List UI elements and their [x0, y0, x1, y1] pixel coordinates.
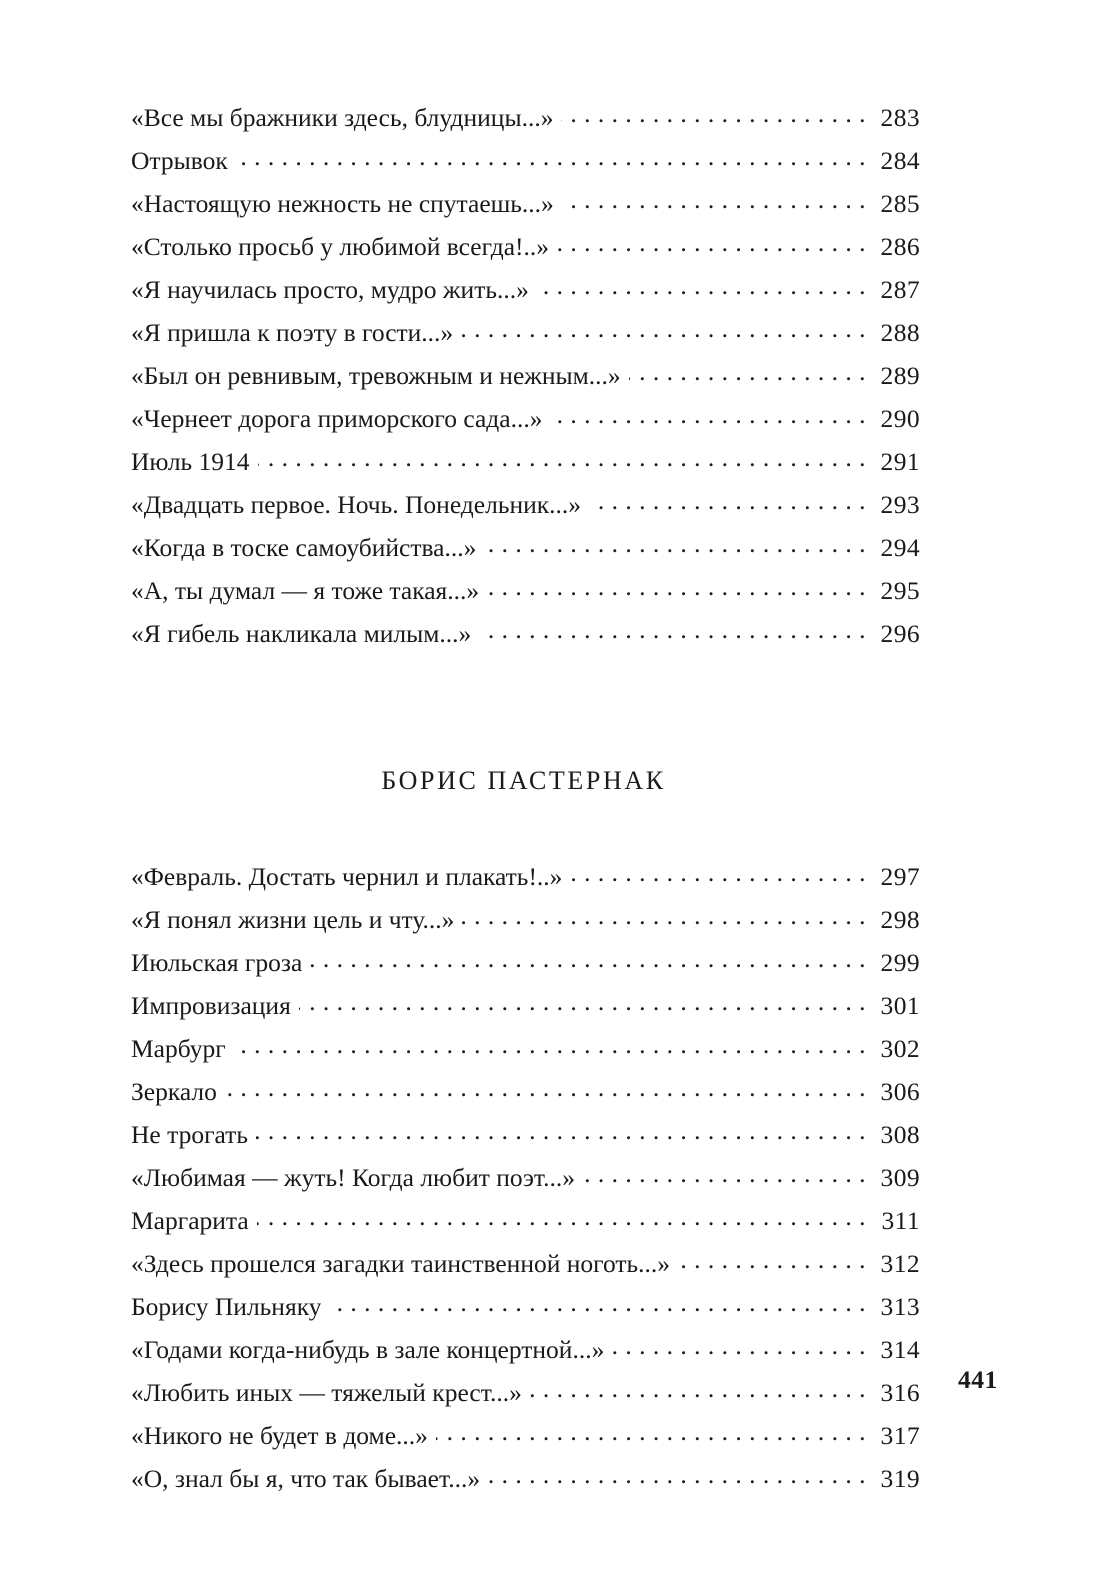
- toc-entry-page-number: 299: [880, 948, 920, 977]
- toc-entry-title: Марбург: [131, 1034, 226, 1063]
- dot-leader: [562, 187, 866, 213]
- toc-entry-page-number: 314: [880, 1335, 920, 1364]
- toc-entry[interactable]: [131, 569, 920, 612]
- toc-entry-page-number: 286: [880, 232, 920, 261]
- toc-entry-page-number: 296: [880, 619, 920, 648]
- dot-leader: [561, 101, 866, 127]
- toc-entry[interactable]: [131, 440, 920, 483]
- dot-leader: [479, 617, 866, 643]
- toc-entry-page-number: 294: [880, 533, 920, 562]
- dot-leader: [461, 316, 866, 342]
- dot-leader: [236, 144, 866, 170]
- toc-entry-page-number: 289: [880, 361, 920, 390]
- dot-leader: [678, 1247, 866, 1273]
- toc-entry-title: «О, знал бы я, что так бывает...»: [131, 1464, 481, 1493]
- dot-leader: [570, 860, 866, 886]
- toc-entry[interactable]: [131, 941, 920, 984]
- toc-entry[interactable]: [131, 96, 920, 139]
- dot-leader: [550, 402, 866, 428]
- dot-leader: [310, 946, 866, 972]
- heading-spacer: [131, 722, 920, 766]
- page-folio: 441: [958, 1365, 998, 1394]
- toc-entry-title: «Февраль. Достать чернил и плакать!..»: [131, 862, 563, 891]
- toc-entry[interactable]: [131, 311, 920, 354]
- toc-entry[interactable]: [131, 1328, 920, 1371]
- toc-entry-title: Борису Пильняку: [131, 1292, 322, 1321]
- toc-entry-title: «Любить иных — тяжелый крест...»: [131, 1378, 522, 1407]
- toc-entry[interactable]: [131, 354, 920, 397]
- toc-entry-title: «Здесь прошелся загадки таинственной ноготь...»: [131, 1249, 671, 1278]
- toc-entry[interactable]: [131, 612, 920, 655]
- toc-entry-page-number: 284: [880, 146, 920, 175]
- toc-block: [131, 855, 920, 1500]
- toc-entry[interactable]: [131, 1070, 920, 1113]
- toc-entry-title: «Настоящую нежность не спутаешь...»: [131, 189, 554, 218]
- toc-entry[interactable]: [131, 1414, 920, 1457]
- toc-entry-page-number: 295: [880, 576, 920, 605]
- toc-entry-title: «А, ты думал — я тоже такая...»: [131, 576, 480, 605]
- toc-entry-title: «Столько просьб у любимой всегда!..»: [131, 232, 550, 261]
- toc-entry-page-number: 298: [880, 905, 920, 934]
- toc-entry[interactable]: [131, 1199, 920, 1242]
- toc-entry-page-number: 308: [880, 1120, 920, 1149]
- dot-leader: [257, 1204, 866, 1230]
- toc-entry[interactable]: [131, 397, 920, 440]
- toc-entry-page-number: 319: [880, 1464, 920, 1493]
- toc-entry-page-number: 316: [880, 1378, 920, 1407]
- toc-entry[interactable]: [131, 1156, 920, 1199]
- toc-entry-title: «Никого не будет в доме...»: [131, 1421, 428, 1450]
- section-heading: БОРИС ПАСТЕРНАК: [381, 766, 666, 795]
- toc-entry-page-number: 293: [880, 490, 920, 519]
- toc-entry[interactable]: [131, 1457, 920, 1500]
- toc-entry[interactable]: [131, 898, 920, 941]
- toc-entry-title: «Все мы бражники здесь, блудницы...»: [131, 103, 554, 132]
- toc-entry[interactable]: [131, 1285, 920, 1328]
- dot-leader: [258, 445, 866, 471]
- toc-entry-page-number: 283: [880, 103, 920, 132]
- dot-leader: [589, 488, 866, 514]
- toc-entry-page-number: 309: [880, 1163, 920, 1192]
- toc-entry-page-number: 317: [880, 1421, 920, 1450]
- toc-entry-page-number: 291: [880, 447, 920, 476]
- toc-entry-title: Маргарита: [131, 1206, 249, 1235]
- toc-entry-title: Июльская гроза: [131, 948, 303, 977]
- toc-entry-page-number: 301: [880, 991, 920, 1020]
- toc-entry-page-number: 306: [880, 1077, 920, 1106]
- toc-entry-title: Импровизация: [131, 991, 291, 1020]
- toc-entry-title: Не трогать: [131, 1120, 248, 1149]
- toc-entry-title: «Я научилась просто, мудро жить...»: [131, 275, 529, 304]
- toc-entry-title: «Был он ревнивым, тревожным и нежным...»: [131, 361, 621, 390]
- toc-entry-title: Июль 1914: [131, 447, 250, 476]
- toc-entry-title: «Любимая — жуть! Когда любит поэт...»: [131, 1163, 575, 1192]
- toc-entry-page-number: 312: [880, 1249, 920, 1278]
- toc-entry-title: Зеркало: [131, 1077, 217, 1106]
- toc-entry-title: «Я гибель накликала милым...»: [131, 619, 472, 648]
- toc-entry-title: Отрывок: [131, 146, 228, 175]
- toc-entry[interactable]: [131, 1113, 920, 1156]
- toc-entry-page-number: 311: [881, 1206, 920, 1235]
- toc-entry[interactable]: [131, 1242, 920, 1285]
- toc-entry-title: «Годами когда-нибудь в зале концертной...»: [131, 1335, 605, 1364]
- dot-leader: [583, 1161, 866, 1187]
- toc-entry[interactable]: [131, 526, 920, 569]
- toc-entry-page-number: 285: [880, 189, 920, 218]
- toc-entry[interactable]: [131, 268, 920, 311]
- toc-entry-page-number: 287: [880, 275, 920, 304]
- dot-leader: [557, 230, 866, 256]
- dot-leader: [488, 1462, 866, 1488]
- toc-column: [131, 96, 920, 1500]
- toc-block: [131, 96, 920, 655]
- toc-entry[interactable]: [131, 182, 920, 225]
- toc-entry-title: «Чернеет дорога приморского сада...»: [131, 404, 543, 433]
- dot-leader: [299, 989, 866, 1015]
- toc-entry[interactable]: [131, 1371, 920, 1414]
- toc-entry-page-number: 297: [880, 862, 920, 891]
- dot-leader: [256, 1118, 866, 1144]
- toc-entry[interactable]: [131, 855, 920, 898]
- dot-leader: [537, 273, 866, 299]
- toc-entry-title: «Двадцать первое. Ночь. Понедельник...»: [131, 490, 582, 519]
- dot-leader: [462, 903, 866, 929]
- toc-entry-title: «Я пришла к поэту в гости...»: [131, 318, 454, 347]
- dot-leader: [629, 359, 866, 385]
- dot-leader: [436, 1419, 866, 1445]
- toc-entry[interactable]: [131, 225, 920, 268]
- toc-entry-page-number: 288: [880, 318, 920, 347]
- toc-entry-title: «Когда в тоске самоубийства...»: [131, 533, 477, 562]
- toc-entry[interactable]: [131, 139, 920, 182]
- block-spacer: [131, 655, 920, 722]
- dot-leader: [484, 531, 866, 557]
- toc-entry-title: «Я понял жизни цель и чту...»: [131, 905, 455, 934]
- toc-entry[interactable]: [131, 984, 920, 1027]
- dot-leader: [487, 574, 866, 600]
- dot-leader: [225, 1075, 866, 1101]
- dot-leader: [612, 1333, 866, 1359]
- toc-entry[interactable]: [131, 483, 920, 526]
- dot-leader: [234, 1032, 866, 1058]
- heading-spacer: [131, 796, 920, 855]
- toc-entry-page-number: 290: [880, 404, 920, 433]
- toc-entry-page-number: 313: [880, 1292, 920, 1321]
- toc-entry[interactable]: [131, 1027, 920, 1070]
- dot-leader: [329, 1290, 866, 1316]
- toc-entry-page-number: 302: [880, 1034, 920, 1063]
- dot-leader: [530, 1376, 866, 1402]
